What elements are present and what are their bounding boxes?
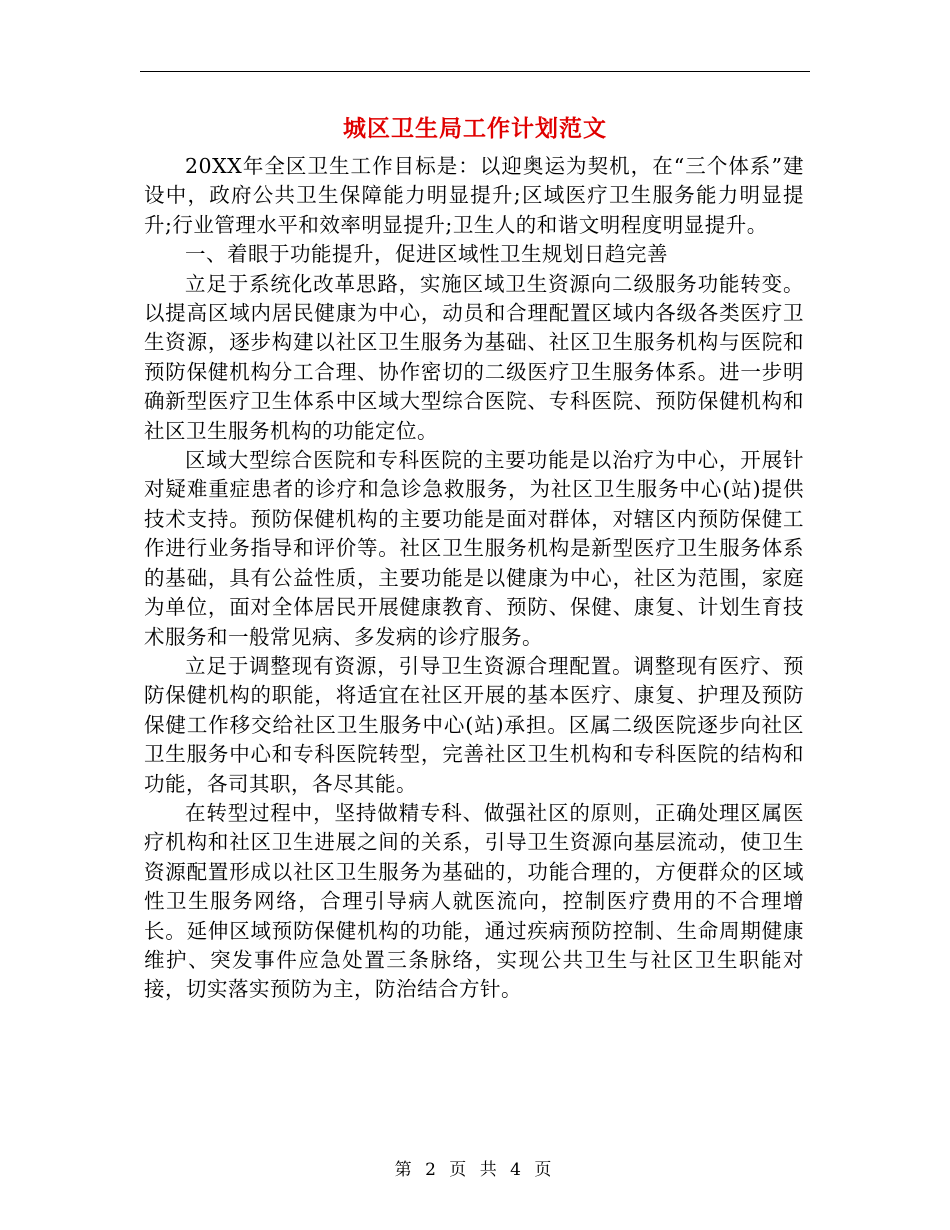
paragraph-goals: 20XX年全区卫生工作目标是：以迎奥运为契机，在“三个体系”建设中，政府公共卫生保障能力明显提升;区域医疗卫生服务能力明显提升;行业管理水平和效率明显提升;卫生人的和谐文明程度明显提升。	[144, 154, 804, 237]
header-rule	[140, 71, 810, 72]
document-title: 城区卫生局工作计划范文	[343, 115, 607, 142]
document-body	[144, 152, 804, 1005]
page-number: 第 2 页 共 4 页	[394, 1160, 556, 1180]
paragraph: 区域大型综合医院和专科医院的主要功能是以治疗为中心，开展针对疑难重症患者的诊疗和急诊急救服务，为社区卫生服务中心(站)提供技术支持。预防保健机构的主要功能是面对群体，对辖区内预防保健工作进行业务指导和评价等。社区卫生服务机构是新型医疗卫生服务体系的基础，具有公益性质，主要功能是以健康为中心，社区为范围，家庭为单位，面对全体居民开展健康教育、预防、保健、康复、计划生育技术服务和一般常见病、多发病的诊疗服务。	[144, 448, 804, 649]
section-heading: 一、着眼于功能提升，促进区域性卫生规划日趋完善	[185, 242, 668, 267]
paragraph: 立足于系统化改革思路，实施区域卫生资源向二级服务功能转变。以提高区域内居民健康为中心，动员和合理配置区域内各级各类医疗卫生资源，逐步构建以社区卫生服务为基础、社区卫生服务机构与医院和预防保健机构分工合理、协作密切的二级医疗卫生服务体系。进一步明确新型医疗卫生体系中区域大型综合医院、专科医院、预防保健机构和社区卫生服务机构的功能定位。	[144, 271, 804, 443]
paragraph: 在转型过程中，坚持做精专科、做强社区的原则，正确处理区属医疗机构和社区卫生进展之间的关系，引导卫生资源向基层流动，使卫生资源配置形成以社区卫生服务为基础的，功能合理的，方便群众的区域性卫生服务网络，合理引导病人就医流向，控制医疗费用的不合理增长。延伸区域预防保健机构的功能，通过疾病预防控制、生命周期健康维护、突发事件应急处置三条脉络，实现公共卫生与社区卫生职能对接，切实落实预防为主，防治结合方针。	[144, 800, 804, 1002]
paragraph: 立足于调整现有资源，引导卫生资源合理配置。调整现有医疗、预防保健机构的职能，将适宜在社区开展的基本医疗、康复、护理及预防保健工作移交给社区卫生服务中心(站)承担。区属二级医院逐步向社区卫生服务中心和专科医院转型，完善社区卫生机构和专科医院的结构和功能，各司其职，各尽其能。	[144, 653, 804, 796]
